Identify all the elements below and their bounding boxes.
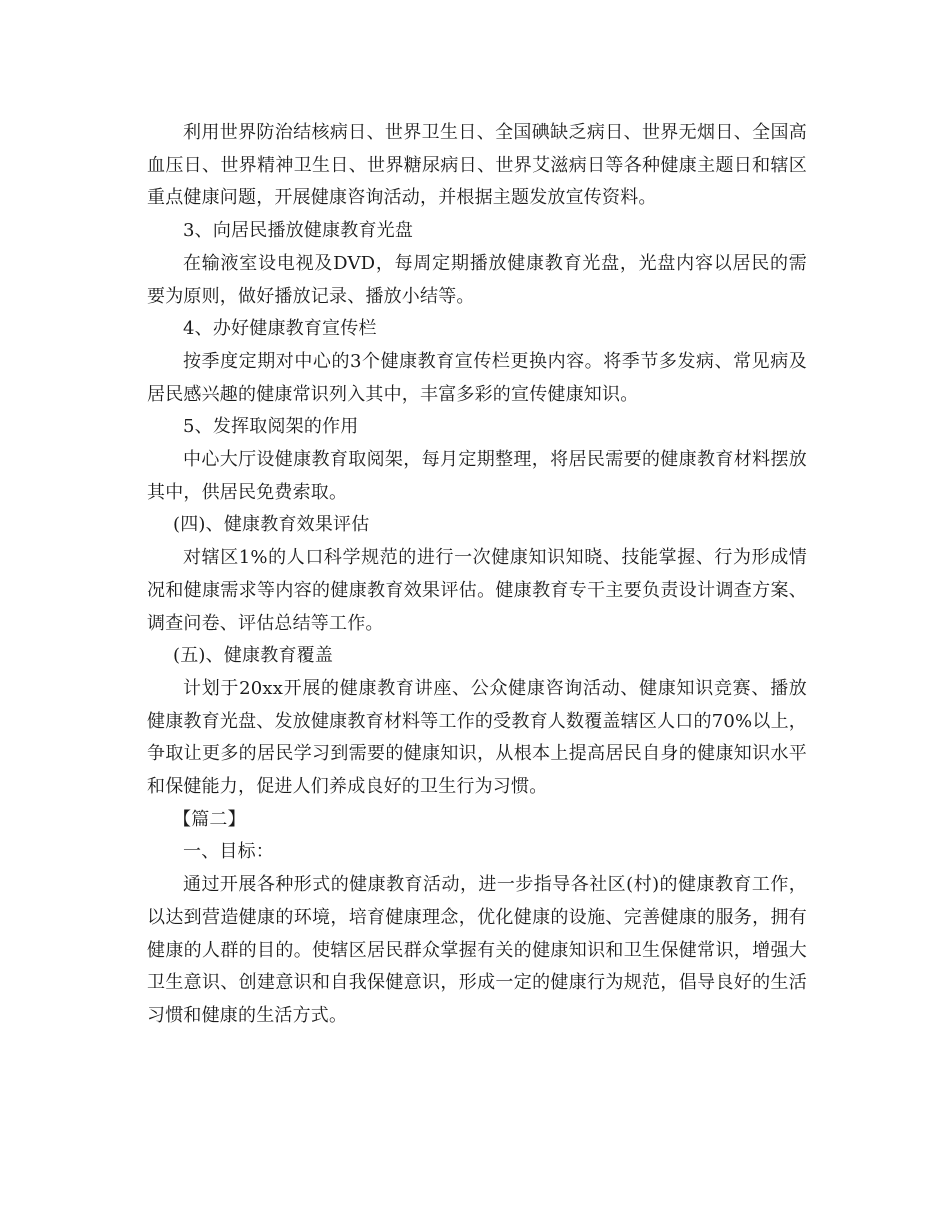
paragraph-coverage: 计划于20xx开展的健康教育讲座、公众健康咨询活动、健康知识竞赛、播放健康教育光盘、发放健康教育材料等工作的受教育人数覆盖辖区人口的70%以上，争取让更多的居民学习到需要的健康知识，从根本上提高居民自身的健康知识水平和保健能力，促进人们养成良好的卫生行为习惯。 bbox=[147, 677, 807, 798]
heading-goals: 一、目标： bbox=[183, 841, 274, 863]
heading-reading-rack: 5、发挥取阅架的作用 bbox=[183, 416, 359, 438]
paragraph-health-days: 利用世界防治结核病日、世界卫生日、全国碘缺乏病日、世界无烟日、全国高血压日、世界精神卫生日、世界糖尿病日、世界艾滋病日等各种健康主题日和辖区重点健康问题，开展健康咨询活动，并根据主题发放宣传资料。 bbox=[147, 122, 807, 209]
heading-part-two: 【篇二】 bbox=[173, 808, 246, 830]
paragraph-bulletin-board: 按季度定期对中心的3个健康教育宣传栏更换内容。将季节多发病、常见病及居民感兴趣的健康常识列入其中，丰富多彩的宣传健康知识。 bbox=[147, 350, 807, 405]
heading-dvd-broadcast: 3、向居民播放健康教育光盘 bbox=[183, 220, 414, 242]
heading-bulletin-board: 4、办好健康教育宣传栏 bbox=[183, 318, 377, 340]
paragraph-goals: 通过开展各种形式的健康教育活动，进一步指导各社区(村)的健康教育工作，以达到营造健康的环境，培育健康理念，优化健康的设施、完善健康的服务，拥有健康的人群的目的。使辖区居民群众掌握有关的健康知识和卫生保健常识，增强大卫生意识、创建意识和自我保健意识，形成一定的健康行为规范，倡导良好的生活习惯和健康的生活方式。 bbox=[147, 874, 807, 1026]
heading-coverage: (五)、健康教育覆盖 bbox=[173, 645, 334, 667]
document-body bbox=[147, 117, 807, 1033]
paragraph-reading-rack: 中心大厅设健康教育取阅架，每月定期整理，将居民需要的健康教育材料摆放其中，供居民免费索取。 bbox=[147, 449, 807, 503]
heading-effect-evaluation: (四)、健康教育效果评估 bbox=[173, 514, 370, 536]
paragraph-dvd-broadcast: 在输液室设电视及DVD，每周定期播放健康教育光盘，光盘内容以居民的需要为原则，做好播放记录、播放小结等。 bbox=[147, 252, 807, 307]
paragraph-effect-evaluation: 对辖区1%的人口科学规范的进行一次健康知识知晓、技能掌握、行为形成情况和健康需求等内容的健康教育效果评估。健康教育专干主要负责设计调查方案、调查问卷、评估总结等工作。 bbox=[147, 547, 807, 634]
